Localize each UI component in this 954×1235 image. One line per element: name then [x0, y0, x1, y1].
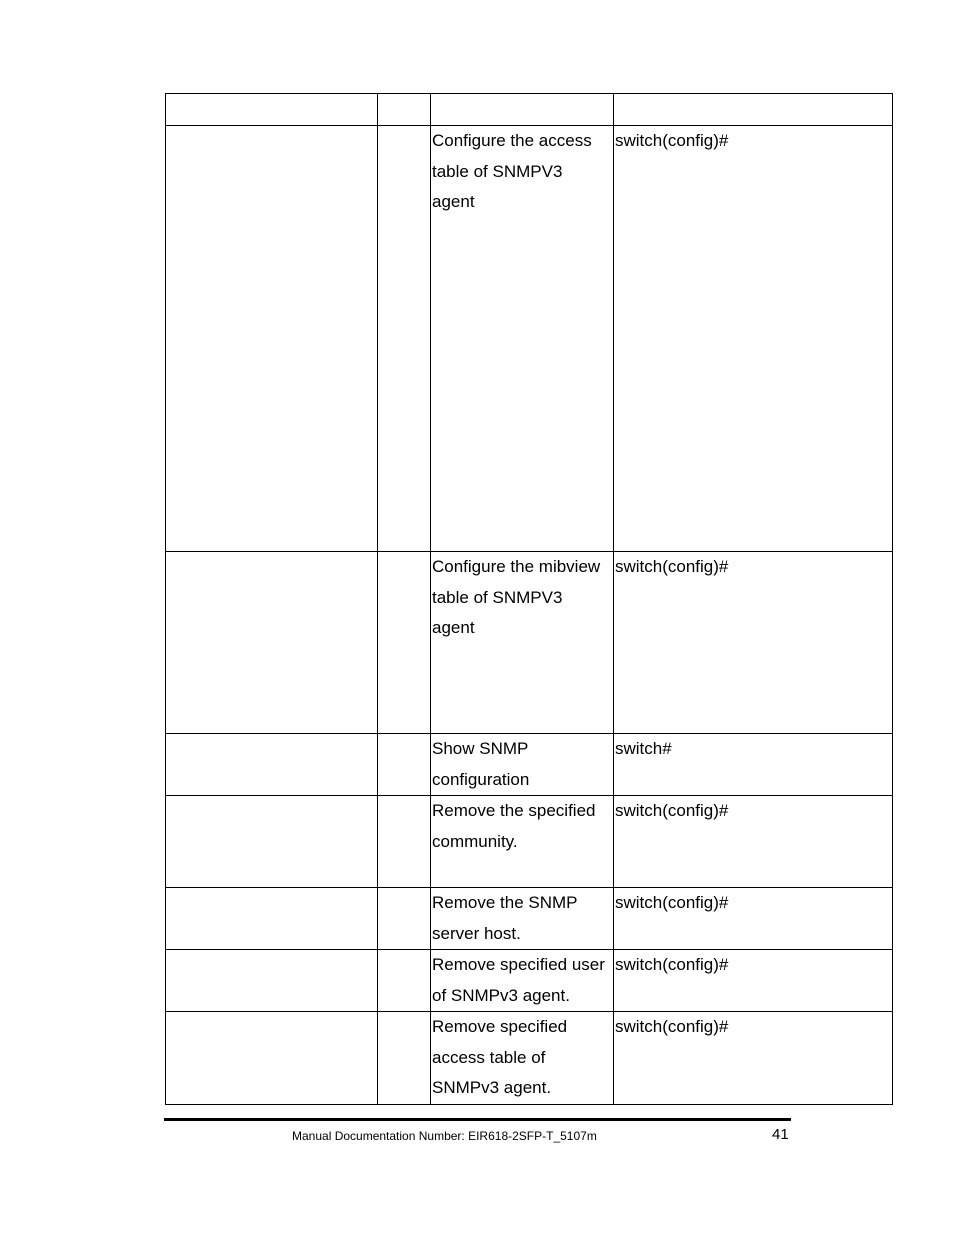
table-row	[166, 734, 893, 796]
footer-divider	[164, 1118, 791, 1121]
description-cell	[431, 796, 614, 888]
description-text: Remove specified user of SNMPv3 agent.	[432, 955, 605, 1005]
param-cell	[378, 552, 431, 734]
footer-doc-number: Manual Documentation Number: EIR618-2SFP-T_5107m	[292, 1129, 597, 1143]
param-cell	[378, 126, 431, 552]
mode-cell	[614, 126, 893, 552]
mode-cell	[614, 950, 893, 1012]
mode-cell	[614, 796, 893, 888]
command-cell	[166, 950, 378, 1012]
mode-text: switch(config)#	[615, 557, 729, 576]
table-row	[166, 126, 893, 552]
description-cell	[431, 950, 614, 1012]
mode-cell	[614, 734, 893, 796]
mode-text: switch(config)#	[615, 1017, 729, 1036]
table-row	[166, 94, 893, 126]
command-cell	[166, 796, 378, 888]
description-text: Show SNMP configuration	[432, 739, 530, 789]
mode-text: switch(config)#	[615, 955, 729, 974]
command-cell	[166, 888, 378, 950]
command-cell	[166, 94, 378, 126]
mode-text: switch(config)#	[615, 801, 729, 820]
table-row	[166, 1012, 893, 1105]
table-row	[166, 950, 893, 1012]
description-text: Configure the access table of SNMPV3 agent	[432, 131, 592, 211]
description-cell	[431, 734, 614, 796]
param-cell	[378, 1012, 431, 1105]
param-cell	[378, 950, 431, 1012]
page-number: 41	[772, 1126, 789, 1143]
mode-cell	[614, 552, 893, 734]
param-cell	[378, 734, 431, 796]
description-text: Remove the specified community.	[432, 801, 596, 851]
table-row	[166, 888, 893, 950]
command-cell	[166, 552, 378, 734]
param-cell	[378, 796, 431, 888]
table-row	[166, 552, 893, 734]
param-cell	[378, 888, 431, 950]
description-cell	[431, 888, 614, 950]
mode-text: switch#	[615, 739, 672, 758]
command-cell	[166, 734, 378, 796]
description-text: Remove the SNMP server host.	[432, 893, 578, 943]
mode-cell	[614, 94, 893, 126]
mode-text: switch(config)#	[615, 893, 729, 912]
table-row	[166, 796, 893, 888]
command-cell	[166, 126, 378, 552]
description-text: Remove specified access table of SNMPv3 agent.	[432, 1017, 568, 1097]
mode-cell	[614, 888, 893, 950]
command-table	[165, 93, 893, 1105]
description-cell	[431, 94, 614, 126]
command-cell	[166, 1012, 378, 1105]
param-cell	[378, 94, 431, 126]
description-cell	[431, 1012, 614, 1105]
description-text: Configure the mibview table of SNMPV3 agent	[432, 557, 601, 637]
mode-text: switch(config)#	[615, 131, 729, 150]
description-cell	[431, 552, 614, 734]
description-cell	[431, 126, 614, 552]
mode-cell	[614, 1012, 893, 1105]
